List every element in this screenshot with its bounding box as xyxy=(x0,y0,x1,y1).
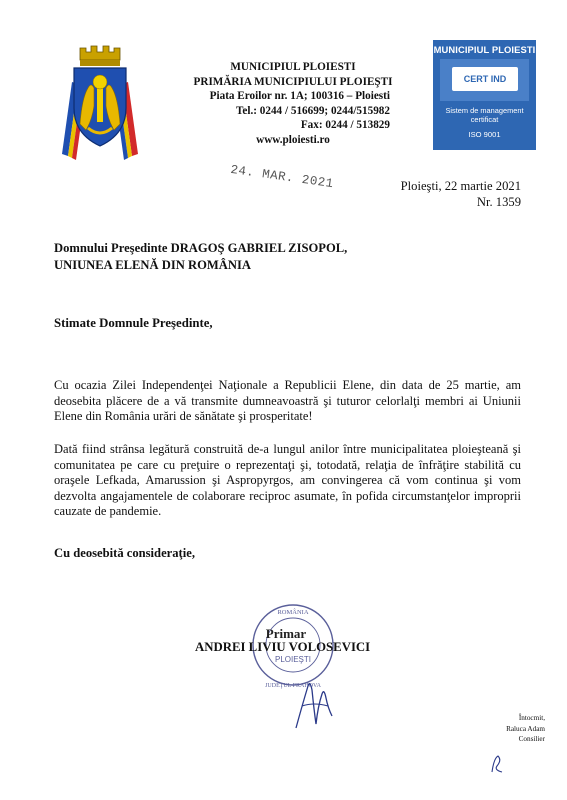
handwritten-signature xyxy=(288,676,338,732)
prepared-by-block xyxy=(506,713,545,745)
seal-top-text: ROMÂNIA xyxy=(277,609,309,616)
addressee-organization: UNIUNEA ELENĂ DIN ROMÂNIA xyxy=(54,257,251,272)
city-coat-of-arms-logo xyxy=(58,42,142,162)
body-paragraph-2: Dată fiind strânsa legătură construită de-a lungul anilor între municipalitatea ploieşteană şi comunitatea pe care cu preţuire o reprezentaţi şi, totodată, relaţia de înfrăţire stabilită cu oraşele Lefkada, Amarussion şi Aspropyrgos, am convingerea că vom continua şi vom dezvolta angajamentele de colaborare reciproc asumate, în pofida circumstanţelor improprii cauzate de pandemie. xyxy=(54,442,521,518)
letter-date: Ploieşti, 22 martie 2021 xyxy=(400,179,521,193)
closing-phrase: Cu deosebită consideraţie, xyxy=(54,546,195,560)
certification-subtitle-line-2: certificat xyxy=(470,115,499,124)
letter-number: Nr. 1359 xyxy=(476,195,521,209)
salutation: Stimate Domnule Preşedinte, xyxy=(54,316,213,330)
certind-logo: CERT IND xyxy=(452,67,518,91)
signer-name: ANDREI LIVIU VOLOSEVICI xyxy=(195,640,371,654)
certification-badge-title: MUNICIPIUL PLOIESTI xyxy=(433,44,536,55)
letterhead-line-address: Piata Eroilor nr. 1A; 100316 – Ploiesti xyxy=(209,90,390,103)
letterhead-line-fax: Fax: 0244 / 513829 xyxy=(300,119,390,132)
certification-subtitle-line-1: Sistem de management xyxy=(445,106,524,115)
prepared-by-role: Consilier xyxy=(518,735,545,743)
addressee-block xyxy=(54,240,347,273)
iso-standard-label: ISO 9001 xyxy=(468,130,501,139)
seal-center-city: PLOIEŞTI xyxy=(274,655,312,664)
letterhead-line-city-hall: PRIMĂRIA MUNICIPIULUI PLOIEŞTI xyxy=(193,75,393,88)
letterhead-line-website: www.ploiesti.ro xyxy=(256,133,330,146)
seal-bottom-text: JUDEŢUL PRAHOVA xyxy=(265,683,321,689)
letter-date-block xyxy=(401,178,521,210)
certification-badge-graphic xyxy=(440,59,529,101)
body-paragraph-1: Cu ocazia Zilei Independenţei Naţionale a Republicii Elene, din data de 25 martie, am deosebita plăcere de a vă transmite dumneavoastră şi tuturor celorlalţi membri ai Uniunii Elene din România urări de sănătate şi prosperitate! xyxy=(54,378,521,423)
prepared-by-name: Raluca Adam xyxy=(506,724,545,733)
prepared-by-label: Întocmit, xyxy=(518,714,545,722)
letterhead-address xyxy=(168,60,418,148)
handwritten-initials xyxy=(488,752,506,776)
letterhead-line-municipality: MUNICIPIUL PLOIESTI xyxy=(230,61,356,73)
signer-title: Primar xyxy=(265,626,307,641)
registration-date-stamp: 24. MAR. 2021 xyxy=(229,162,335,192)
iso-certification-badge xyxy=(433,40,536,150)
certification-badge-subtitle xyxy=(433,106,536,124)
letterhead-line-phone: Tel.: 0244 / 516699; 0244/515982 xyxy=(235,104,390,117)
addressee-name: Domnului Preşedinte DRAGOŞ GABRIEL ZISOPOL, xyxy=(54,241,348,255)
